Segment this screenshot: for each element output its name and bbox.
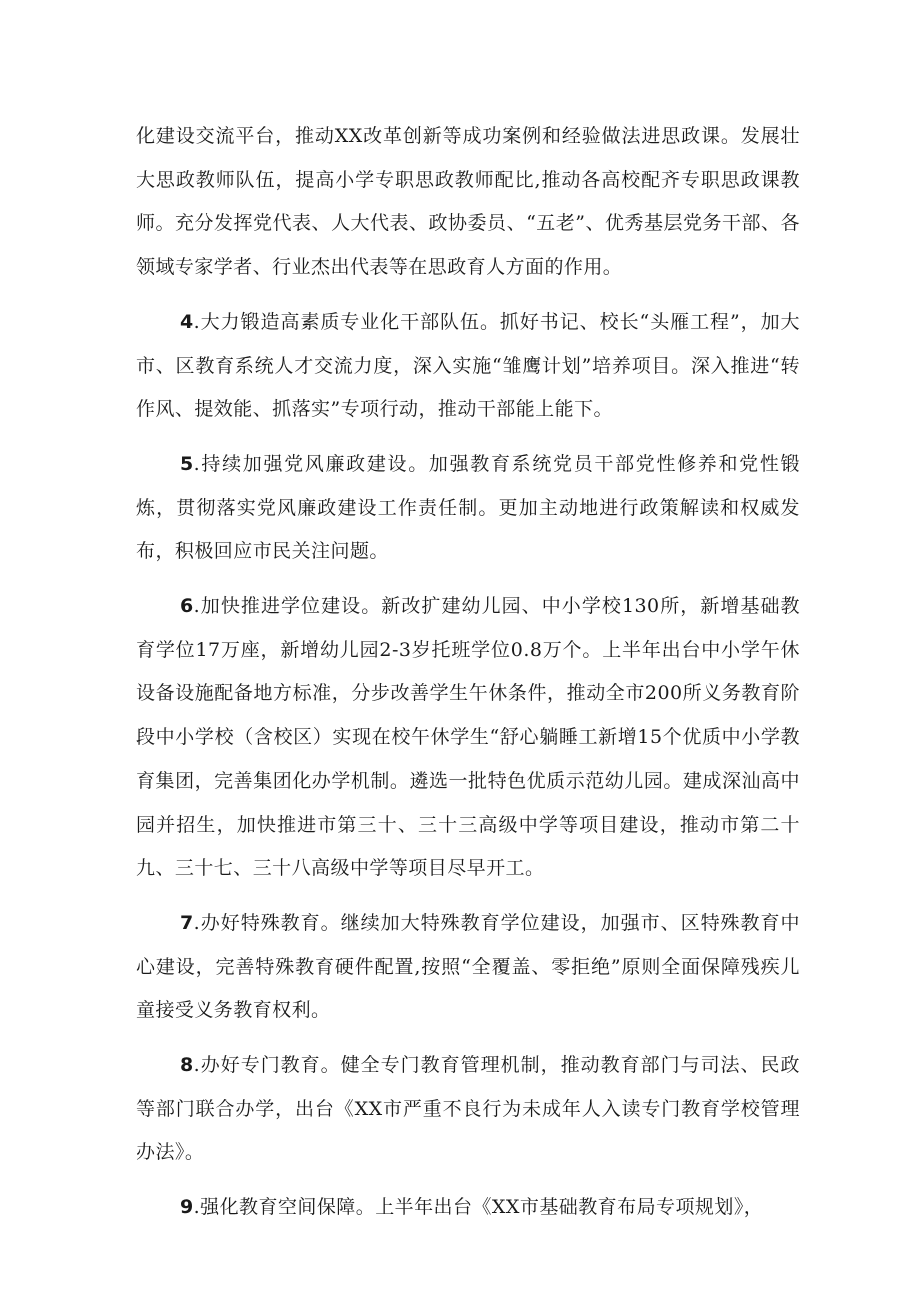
- paragraph-text: .办好特殊教育。继续加大特殊教育学位建设，加强市、区特殊教育中心建设，完善特殊教育硬件配置,按照“全覆盖、零拒绝”原则全面保障残疾儿童接受义务教育权利。: [136, 911, 800, 1022]
- document-page: [136, 115, 800, 1241]
- paragraph-item-7: [136, 902, 800, 1033]
- paragraph-text: .持续加强党风廉政建设。加强教育系统党员干部党性修养和党性锻炼，贯彻落实党风廉政建设工作责任制。更加主动地进行政策解读和权威发布，积极回应市民关注问题。: [136, 452, 800, 563]
- paragraph-item-9: [136, 1186, 800, 1230]
- paragraph-continuation: [136, 115, 800, 290]
- paragraph-item-5: [136, 443, 800, 574]
- paragraph-text: .办好专门教育。健全专门教育管理机制，推动教育部门与司法、民政等部门联合办学，出台《XX市严重不良行为未成年人入读专门教育学校管理办法》。: [136, 1054, 800, 1164]
- item-number: 5: [180, 452, 194, 475]
- paragraph-item-4: [136, 301, 800, 432]
- item-number: 8: [180, 1054, 194, 1077]
- paragraph-text: .强化教育空间保障。上半年出台《XX市基础教育布局专项规划》，: [193, 1196, 764, 1219]
- paragraph-text: .加快推进学位建设。新改扩建幼儿园、中小学校130所，新增基础教育学位17万座，新增幼儿园2-3岁托班学位0.8万个。上半年出台中小学午休设备设施配备地方标准，分步改善学生午休条件，推动全市200所义务教育阶段中小学校（含校区）实现在校午休学生“舒心躺睡工新增15个优质中小学教育集团，完善集团化办学机制。遴选一批特色优质示范幼儿园。建成深汕高中园并招生，加快推进市第三十、三十三高级中学等项目建设，推动市第二十九、三十七、三十八高级中学等项目尽早开工。: [136, 595, 800, 880]
- item-number: 4: [180, 310, 194, 333]
- item-number: 9: [180, 1196, 194, 1219]
- paragraph-text: 化建设交流平台，推动XX改革创新等成功案例和经验做法进思政课。发展壮大思政教师队伍，提高小学专职思政教师配比,推动各高校配齐专职思政课教师。充分发挥党代表、人大代表、政协委员、“五老”、优秀基层党务干部、各领域专家学者、行业杰出代表等在思政育人方面的作用。: [136, 125, 800, 279]
- paragraph-item-6: [136, 585, 800, 891]
- paragraph-text: .大力锻造高素质专业化干部队伍。抓好书记、校长“头雁工程”，加大市、区教育系统人才交流力度，深入实施“雏鹰计划”培养项目。深入推进“转作风、提效能、抓落实”专项行动，推动干部能上能下。: [136, 310, 800, 421]
- paragraph-item-8: [136, 1044, 800, 1175]
- item-number: 6: [180, 595, 194, 618]
- item-number: 7: [180, 911, 194, 934]
